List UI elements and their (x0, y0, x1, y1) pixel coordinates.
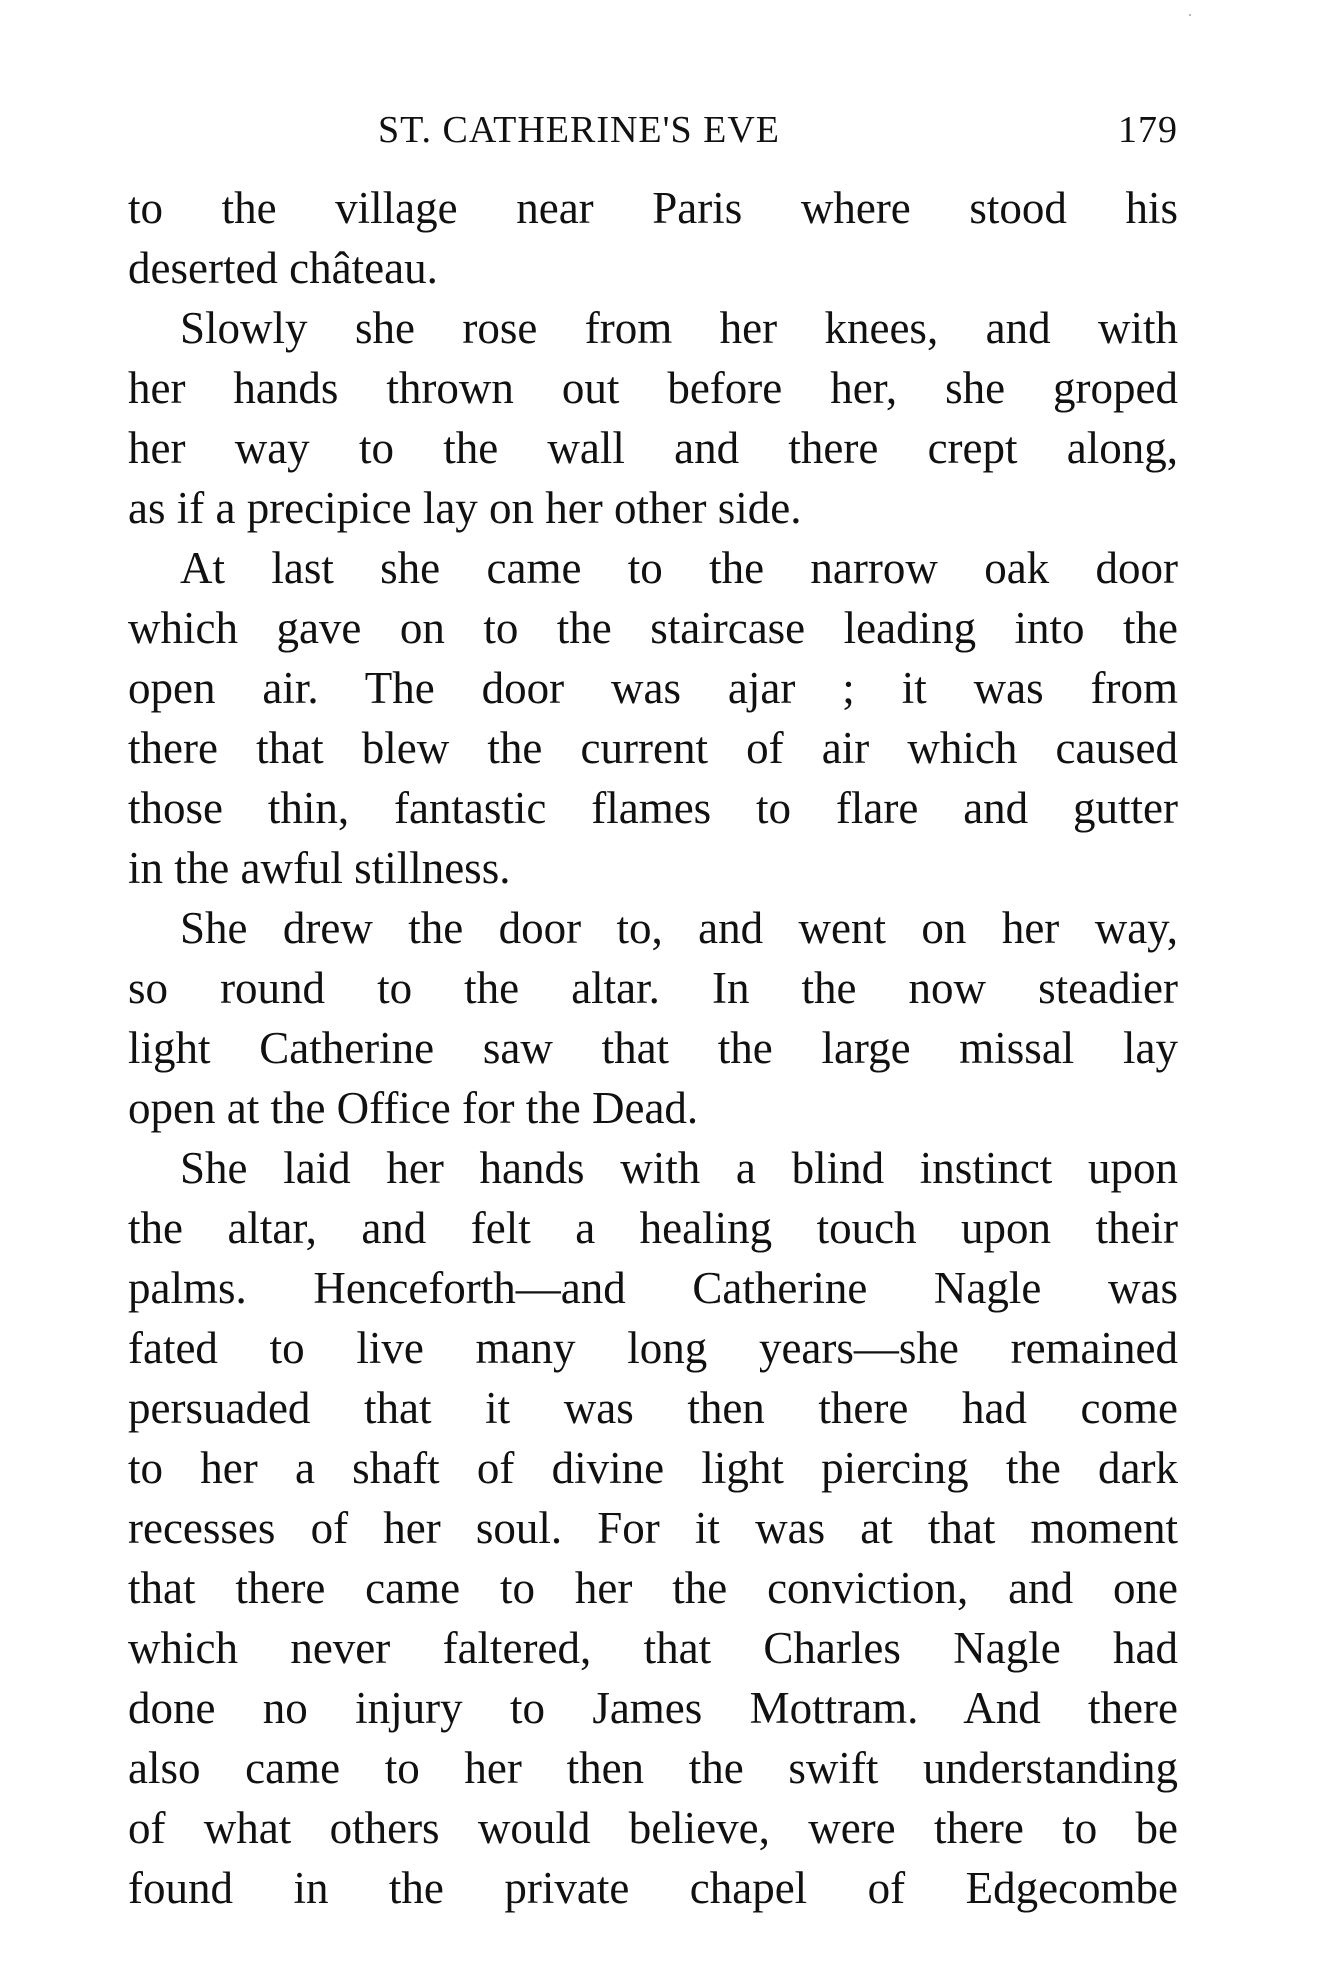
text-line: deserted château. (128, 243, 438, 293)
text-line: so round to the altar. In the now steadier (128, 963, 1178, 1013)
text-line: She laid her hands with a blind instinct upon (180, 1143, 1178, 1193)
paragraph (128, 538, 1178, 898)
text-line: that there came to her the conviction, and one (128, 1563, 1178, 1613)
paragraph (128, 178, 1178, 298)
text-line: which gave on to the staircase leading into the (128, 603, 1178, 653)
text-line: to the village near Paris where stood his (128, 183, 1178, 233)
text-line: palms. Henceforth—and Catherine Nagle was (128, 1263, 1178, 1313)
text-line: also came to her then the swift understanding (128, 1743, 1178, 1793)
scan-speck (1189, 14, 1191, 16)
text-line: open at the Office for the Dead. (128, 1083, 699, 1133)
text-line: open air. The door was ajar ; it was from (128, 663, 1178, 713)
paragraph (128, 298, 1178, 538)
text-line: the altar, and felt a healing touch upon their (128, 1203, 1178, 1253)
text-line: done no injury to James Mottram. And there (128, 1683, 1178, 1733)
text-line: to her a shaft of divine light piercing the dark (128, 1443, 1178, 1493)
text-line: Slowly she rose from her knees, and with (180, 303, 1178, 353)
text-line: in the awful stillness. (128, 843, 511, 893)
text-line: At last she came to the narrow oak door (180, 543, 1178, 593)
running-title: ST. CATHERINE'S EVE (378, 109, 780, 151)
text-line: fated to live many long years—she remained (128, 1323, 1178, 1373)
text-line: of what others would believe, were there to be (128, 1803, 1178, 1853)
paragraph (128, 898, 1178, 1138)
text-line: light Catherine saw that the large missal lay (128, 1023, 1178, 1073)
text-line: recesses of her soul. For it was at that moment (128, 1503, 1178, 1553)
page-header (128, 108, 1178, 168)
text-line: persuaded that it was then there had come (128, 1383, 1178, 1433)
text-line: which never faltered, that Charles Nagle had (128, 1623, 1178, 1673)
paragraph (128, 1138, 1178, 1918)
page-number: 179 (1118, 109, 1178, 151)
text-line: those thin, fantastic flames to flare and gutter (128, 783, 1178, 833)
text-line: She drew the door to, and went on her way, (180, 903, 1178, 953)
text-line: her way to the wall and there crept along, (128, 423, 1178, 473)
text-line: there that blew the current of air which caused (128, 723, 1178, 773)
text-line: her hands thrown out before her, she groped (128, 363, 1178, 413)
text-line: found in the private chapel of Edgecombe (128, 1863, 1178, 1913)
body-text (128, 178, 1178, 1918)
text-line: as if a precipice lay on her other side. (128, 483, 802, 533)
